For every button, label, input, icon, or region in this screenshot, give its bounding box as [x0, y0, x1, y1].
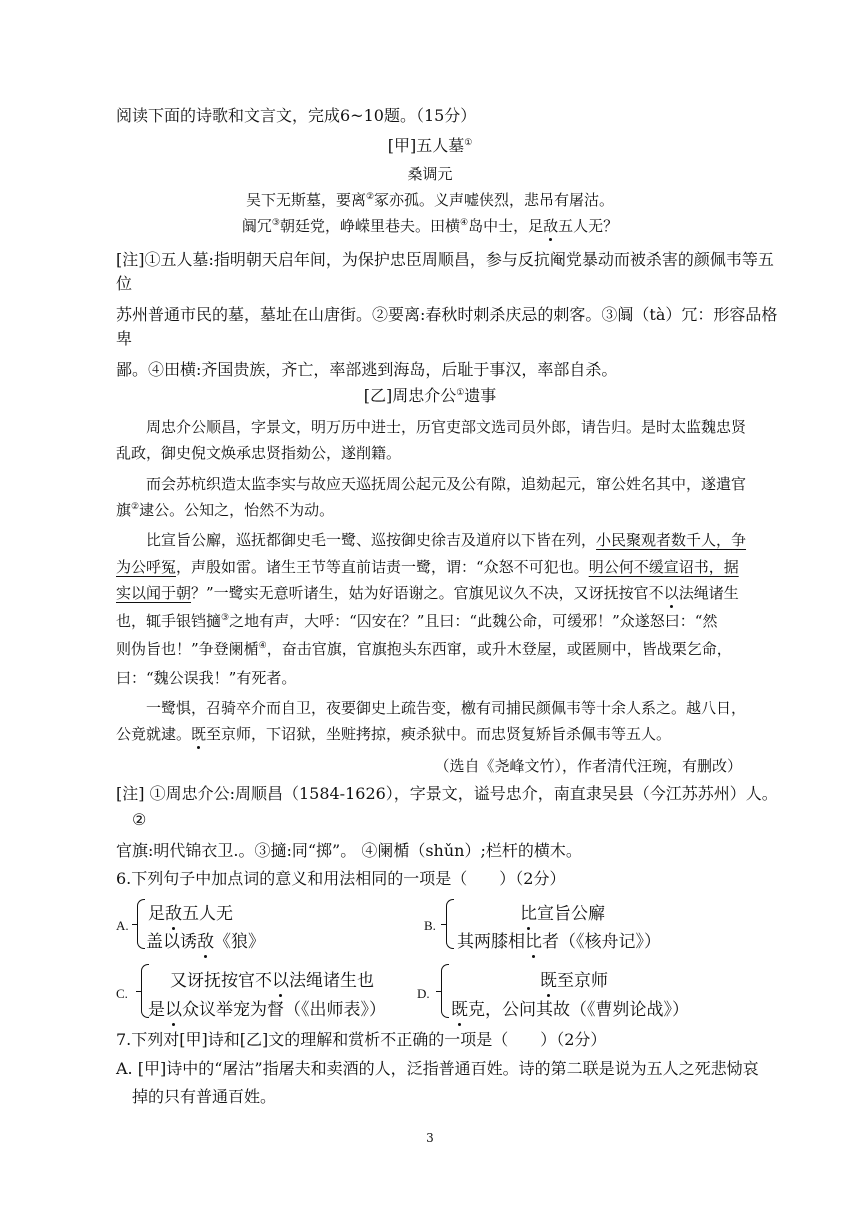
option-line: 比宣旨公廨: [520, 904, 605, 924]
poem-author: 桑调元: [407, 165, 453, 183]
brace-bracket: [446, 899, 454, 949]
option-line: 又讶抚按官不以法绳诸生也: [170, 971, 374, 991]
poem-line-2: 阘冗③朝廷党，峥嵘里巷夫。田横④岛中士，足敌五人无？: [241, 217, 619, 235]
prose-line: 周忠介公顺昌，字景文，明万历中进士，历官吏部文选司员外郎，请告归。是时太监魏忠贤: [146, 418, 747, 436]
question-7-stem: 7.下列对[甲]诗和[乙]文的理解和赏析不正确的一项是（ ）（2分）: [116, 1030, 607, 1049]
option-line: 既克，公问其故（《曹刿论战》）: [451, 1000, 689, 1020]
prose-note-line: [注] ①周忠介公:周顺昌（1584-1626），字景文，谥号忠介，南直隶吴县（今江苏苏州）人。: [116, 784, 778, 803]
prose-source: （选自《尧峰文竹），作者清代汪琬，有删改）: [434, 757, 742, 775]
question-7-option-a-cont: 掉的只有普通百姓。: [132, 1087, 277, 1106]
prose-note-line: ②: [132, 810, 147, 829]
poem-title: [甲]五人墓①: [387, 136, 473, 155]
option-label: C.: [116, 986, 128, 1001]
option-label: D.: [417, 986, 430, 1001]
poem-line-1: 吴下无斯墓，要离②冢亦孤。义声嘘侠烈，悲吊有屠沽。: [245, 191, 615, 209]
option-line: 其两膝相比者（《核舟记》）: [457, 932, 661, 952]
option-line: 既至京师: [540, 971, 608, 991]
prose-line: 实以闻于朝？”一鹭实无意听诸生，姑为好语谢之。官旗见议久不决，又讶抚按官不以法绳诸生: [116, 584, 739, 602]
prose-line: 旗②逮公。公知之，怡然不为动。: [116, 501, 335, 519]
page-number: 3: [426, 1131, 434, 1145]
section-intro: 阅读下面的诗歌和文言文，完成6~10题。（15分）: [116, 106, 477, 125]
poem-note-line: 卑: [116, 329, 133, 348]
prose-line: 比宣旨公廨，巡抚都御史毛一鹭、巡按御史徐吉及道府以下皆在列，小民聚观者数千人，争: [146, 531, 747, 549]
option-label: A.: [116, 918, 129, 933]
option-line: 盖以诱敌《狼》: [146, 932, 265, 952]
brace-bracket: [137, 899, 145, 949]
question-6-stem: 6.下列句子中加点词的意义和用法相同的一项是（ ）（2分）: [116, 869, 566, 888]
prose-line: 也，辄手银铛擿③之地有声，大呼：“囚安在？”且曰：“此魏公命，可缓邪！”众遂怒曰：“然: [116, 612, 718, 630]
option-line: 是以众议举宠为督（《出师表》）: [148, 1000, 386, 1020]
brace-bracket: [441, 964, 449, 1018]
prose-title: [乙]周忠介公①遗事: [363, 386, 497, 405]
prose-line: 则伪旨也！”争登阑楯④，奋击官旗，官旗抱头东西窜，或升木登屋，或匿厕中，皆战栗乞命，: [116, 640, 732, 658]
prose-line: 曰：“魏公误我！”有死者。: [116, 669, 297, 687]
poem-note-line: 位: [116, 274, 133, 293]
question-7-option-a: A. [甲]诗中的“屠沽”指屠夫和卖酒的人，泛指普通百姓。诗的第二联是说为五人之死悲恸哀: [116, 1059, 759, 1078]
prose-note-line: 官旗:明代锦衣卫.。③擿:同“掷”。 ④阑楯（shǔn）;栏杆的横木。: [116, 841, 582, 860]
option-line: 足敌五人无: [148, 904, 233, 924]
poem-note-line: 鄙。④田横:齐国贵族，齐亡，率部逃到海岛，后耻于事汉，率部自杀。: [116, 360, 618, 379]
prose-line: 而会苏杭织造太监李实与故应天巡抚周公起元及公有隙，追劾起元，窜公姓名其中，遂遣官: [146, 475, 747, 493]
prose-line: 乱政，御史倪文焕承忠贤指劾公，遂削籍。: [116, 444, 402, 462]
prose-line: 一鹭惧，召骑卒介而自卫，夜要御史上疏告变，檄有司捕民颜佩韦等十余人系之。越八日，: [146, 699, 747, 717]
prose-line: 为公呼冤，声殷如雷。诸生王节等直前诘责一鹭，谓：“众怒不可犯也。明公何不缓宣诏书，据: [116, 558, 739, 576]
poem-note-line: [注]①五人墓:指明朝天启年间，为保护忠臣周顺昌，参与反抗阉党暴动而被杀害的颜佩韦等五: [116, 250, 774, 269]
option-label: B.: [424, 918, 436, 933]
poem-note-line: 苏州普通市民的墓，墓址在山唐街。②要离:春秋时刺杀庆忌的刺客。③阘（tà）冗：形容品格: [116, 305, 778, 324]
prose-line: 公竟就逮。既至京师，下诏狱，坐赃拷掠，瘐杀狱中。而忠贤复矫旨杀佩韦等五人。: [116, 725, 672, 743]
